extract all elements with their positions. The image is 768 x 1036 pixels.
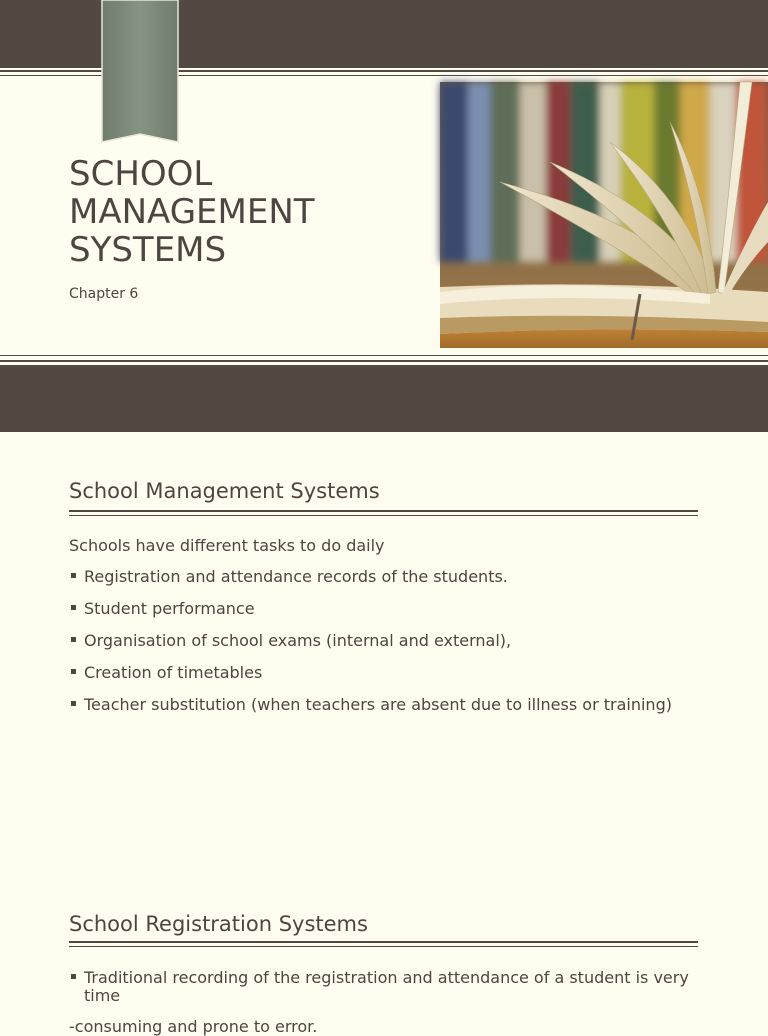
bullet-list	[69, 568, 699, 714]
intro-text: Schools have different tasks to do daily	[69, 536, 385, 555]
continuation-text: -consuming and prone to error.	[69, 1017, 318, 1036]
list-item: Traditional recording of the registration and attendance of a student is very time	[69, 969, 694, 1005]
open-book-photo	[440, 82, 768, 348]
list-item: Registration and attendance records of the students.	[69, 568, 699, 586]
bottom-rule-thick	[0, 360, 768, 362]
bullet-square-icon	[71, 573, 76, 578]
list-item: Organisation of school exams (internal and external),	[69, 632, 699, 650]
slide-title	[69, 155, 429, 269]
bottom-rule-thin	[0, 355, 768, 356]
list-item: Creation of timetables	[69, 664, 699, 682]
bullet-square-icon	[71, 669, 76, 674]
bullet-list	[69, 969, 694, 1005]
title-line: MANAGEMENT	[69, 192, 315, 232]
bottom-band	[0, 365, 768, 432]
bullet-square-icon	[71, 637, 76, 642]
slide-heading: School Management Systems	[69, 479, 380, 503]
bookmark-ribbon	[101, 0, 179, 144]
heading-rule-thick	[69, 941, 698, 943]
title-slide	[0, 0, 768, 432]
slide-heading: School Registration Systems	[69, 912, 368, 936]
bullet-square-icon	[71, 974, 76, 979]
list-item: Teacher substitution (when teachers are absent due to illness or training)	[69, 696, 699, 714]
title-line: SYSTEMS	[69, 230, 227, 270]
heading-rule-thick	[69, 510, 698, 512]
bullet-square-icon	[71, 701, 76, 706]
content-slide-registration	[0, 865, 768, 1036]
slide-subtitle: Chapter 6	[69, 286, 139, 302]
list-item: Student performance	[69, 600, 699, 618]
content-slide-management	[0, 432, 768, 865]
heading-rule-thin	[69, 946, 698, 947]
title-line: SCHOOL	[69, 154, 213, 194]
heading-rule-thin	[69, 515, 698, 516]
bullet-square-icon	[71, 605, 76, 610]
